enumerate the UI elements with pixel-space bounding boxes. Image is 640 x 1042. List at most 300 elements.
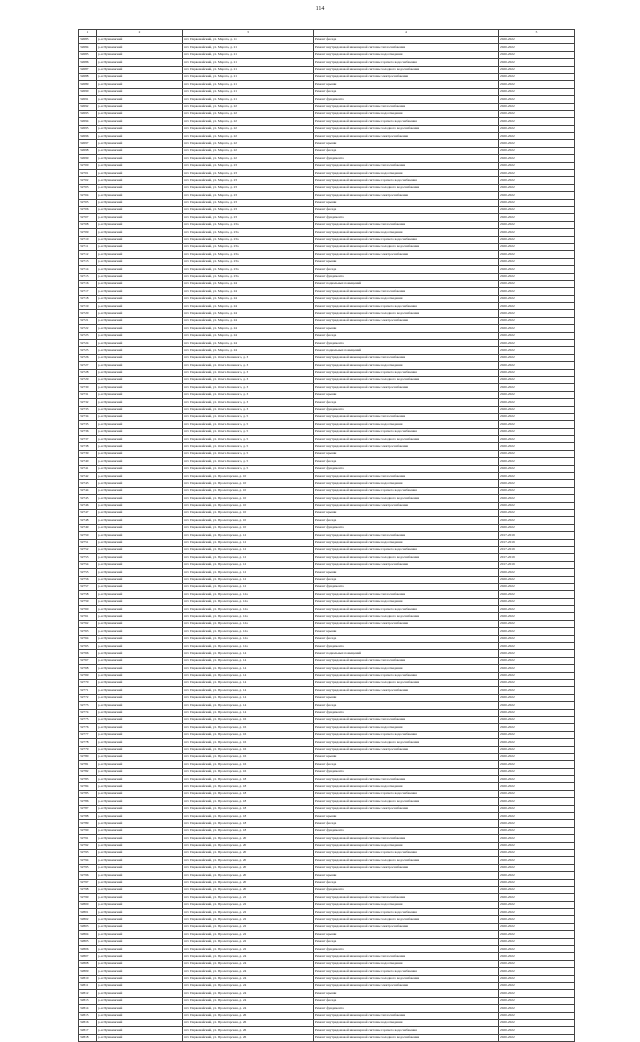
row-number-cell: 32802 <box>79 916 97 923</box>
period-cell: 2020-2022 <box>499 465 575 472</box>
address-cell: пгт. Первомайский, ул. Пролетарская, д. 20 <box>183 879 314 886</box>
table-row <box>79 376 575 383</box>
period-cell: 2020-2022 <box>499 443 575 450</box>
row-number-cell: 32757 <box>79 583 97 590</box>
period-cell: 2020-2022 <box>499 524 575 531</box>
row-number-cell: 32692 <box>79 103 97 110</box>
table-row <box>79 206 575 213</box>
table-row <box>79 37 575 44</box>
period-cell: 2020-2022 <box>499 1005 575 1012</box>
address-cell: пгт. Первомайский, ул. Олега Кошевого, д. 5 <box>183 428 314 435</box>
district-cell: р-н Пушкинский <box>97 133 183 140</box>
district-cell: р-н Пушкинский <box>97 184 183 191</box>
work-type-cell: Ремонт фундамента <box>314 465 499 472</box>
row-number-cell: 32701 <box>79 170 97 177</box>
row-number-cell: 32729 <box>79 376 97 383</box>
table-row <box>79 620 575 627</box>
period-cell: 2020-2022 <box>499 170 575 177</box>
district-cell: р-н Пушкинский <box>97 997 183 1004</box>
address-cell: пгт. Первомайский, ул. Пролетарская, д. 10 <box>183 480 314 487</box>
work-type-cell: Ремонт фасада <box>314 206 499 213</box>
table-row <box>79 628 575 635</box>
address-cell: пгт. Первомайский, ул. Марата, д. 23а <box>183 236 314 243</box>
address-cell: пгт. Первомайский, ул. Пролетарская, д. 12а <box>183 635 314 642</box>
table-header-row <box>79 30 575 37</box>
address-cell: пгт. Первомайский, ул. Марата, д. 24 <box>183 303 314 310</box>
district-cell: р-н Пушкинский <box>97 443 183 450</box>
district-cell: р-н Пушкинский <box>97 546 183 553</box>
district-cell: р-н Пушкинский <box>97 598 183 605</box>
period-cell: 2020-2022 <box>499 214 575 221</box>
district-cell: р-н Пушкинский <box>97 820 183 827</box>
work-type-cell: Ремонт фасада <box>314 997 499 1004</box>
address-cell: пгт. Первомайский, ул. Олега Кошевого, д. 5 <box>183 413 314 420</box>
work-type-cell: Ремонт крыши <box>314 510 499 517</box>
period-cell: 2020-2022 <box>499 820 575 827</box>
address-cell: пгт. Первомайский, ул. Пролетарская, д. 20 <box>183 842 314 849</box>
district-cell: р-н Пушкинский <box>97 872 183 879</box>
work-type-cell: Ремонт внутридомовой инженерной системы горячего водоснабжения <box>314 968 499 975</box>
row-number-cell: 32696 <box>79 133 97 140</box>
work-type-cell: Ремонт фасада <box>314 37 499 44</box>
row-number-cell: 32726 <box>79 354 97 361</box>
address-cell: пгт. Первомайский, ул. Марата, д. 11 <box>183 37 314 44</box>
district-cell: р-н Пушкинский <box>97 517 183 524</box>
address-cell: пгт. Первомайский, ул. Пролетарская, д. 18 <box>183 813 314 820</box>
work-type-cell: Ремонт фасада <box>314 332 499 339</box>
period-cell: 2020-2022 <box>499 960 575 967</box>
address-cell: пгт. Первомайский, ул. Пролетарская, д. 26 <box>183 1027 314 1034</box>
address-cell: пгт. Первомайский, ул. Пролетарская, д. 20 <box>183 872 314 879</box>
work-type-cell: Ремонт внутридомовой инженерной системы холодного водоснабжения <box>314 1034 499 1041</box>
period-cell: 2020-2022 <box>499 1027 575 1034</box>
work-type-cell: Ремонт подвальных помещений <box>314 650 499 657</box>
period-cell: 2020-2022 <box>499 192 575 199</box>
address-cell: пгт. Первомайский, ул. Пролетарская, д. 12 <box>183 569 314 576</box>
district-cell: р-н Пушкинский <box>97 236 183 243</box>
period-cell: 2020-2022 <box>499 436 575 443</box>
table-row <box>79 968 575 975</box>
table-row <box>79 229 575 236</box>
address-cell: пгт. Первомайский, ул. Олега Кошевого, д. 3 <box>183 391 314 398</box>
district-cell: р-н Пушкинский <box>97 650 183 657</box>
work-type-cell: Ремонт внутридомовой инженерной системы холодного водоснабжения <box>314 495 499 502</box>
period-cell: 2020-2022 <box>499 303 575 310</box>
district-cell: р-н Пушкинский <box>97 842 183 849</box>
address-cell: пгт. Первомайский, ул. Пролетарская, д. 22 <box>183 909 314 916</box>
table-row <box>79 716 575 723</box>
work-type-cell: Ремонт внутридомовой инженерной системы холодного водоснабжения <box>314 798 499 805</box>
district-cell: р-н Пушкинский <box>97 813 183 820</box>
period-cell: 2020-2022 <box>499 643 575 650</box>
district-cell: р-н Пушкинский <box>97 51 183 58</box>
address-cell: пгт. Первомайский, ул. Пролетарская, д. 26 <box>183 1034 314 1041</box>
period-cell: 2020-2022 <box>499 495 575 502</box>
period-cell: 2020-2022 <box>499 916 575 923</box>
address-cell: пгт. Первомайский, ул. Пролетарская, д. 20 <box>183 849 314 856</box>
district-cell: р-н Пушкинский <box>97 206 183 213</box>
address-cell: пгт. Первомайский, ул. Олега Кошевого, д. 3 <box>183 399 314 406</box>
row-number-cell: 32815 <box>79 1012 97 1019</box>
district-cell: р-н Пушкинский <box>97 340 183 347</box>
table-row <box>79 864 575 871</box>
district-cell: р-н Пушкинский <box>97 125 183 132</box>
period-cell: 2020-2022 <box>499 569 575 576</box>
work-type-cell: Ремонт внутридомовой инженерной системы холодного водоснабжения <box>314 66 499 73</box>
table-row <box>79 118 575 125</box>
period-cell: 2020-2022 <box>499 879 575 886</box>
row-number-cell: 32708 <box>79 221 97 228</box>
district-cell: р-н Пушкинский <box>97 399 183 406</box>
work-type-cell: Ремонт внутридомовой инженерной системы горячего водоснабжения <box>314 428 499 435</box>
address-cell: пгт. Первомайский, ул. Пролетарская, д. 12а <box>183 643 314 650</box>
district-cell: р-н Пушкинский <box>97 162 183 169</box>
page-number: 114 <box>315 6 325 12</box>
table-row <box>79 665 575 672</box>
work-type-cell: Ремонт внутридомовой инженерной системы горячего водоснабжения <box>314 303 499 310</box>
address-cell: пгт. Первомайский, ул. Пролетарская, д. 12 <box>183 539 314 546</box>
table-row <box>79 746 575 753</box>
table-row <box>79 133 575 140</box>
row-number-cell: 32753 <box>79 554 97 561</box>
period-cell: 2020-2022 <box>499 835 575 842</box>
table-row <box>79 672 575 679</box>
district-cell: р-н Пушкинский <box>97 192 183 199</box>
row-number-cell: 32809 <box>79 968 97 975</box>
table-row <box>79 731 575 738</box>
work-type-cell: Ремонт фасада <box>314 147 499 154</box>
district-cell: р-н Пушкинский <box>97 975 183 982</box>
work-type-cell: Ремонт внутридомовой инженерной системы электроснабжения <box>314 923 499 930</box>
address-cell: пгт. Первомайский, ул. Олега Кошевого, д. 3 <box>183 362 314 369</box>
address-cell: пгт. Первомайский, ул. Пролетарская, д. 18 <box>183 776 314 783</box>
work-type-cell: Ремонт внутридомовой инженерной системы водоотведения <box>314 665 499 672</box>
work-type-cell: Ремонт фасада <box>314 820 499 827</box>
work-type-cell: Ремонт внутридомовой инженерной системы водоотведения <box>314 229 499 236</box>
district-cell: р-н Пушкинский <box>97 746 183 753</box>
address-cell: пгт. Первомайский, ул. Марата, д. 24 <box>183 332 314 339</box>
district-cell: р-н Пушкинский <box>97 310 183 317</box>
address-cell: пгт. Первомайский, ул. Марата, д. 22 <box>183 110 314 117</box>
period-cell: 2017-2019 <box>499 561 575 568</box>
row-number-cell: 32684 <box>79 44 97 51</box>
period-cell: 2020-2022 <box>499 88 575 95</box>
row-number-cell: 32732 <box>79 399 97 406</box>
address-cell: пгт. Первомайский, ул. Пролетарская, д. 14 <box>183 702 314 709</box>
row-number-cell: 32817 <box>79 1027 97 1034</box>
work-type-cell: Ремонт фасада <box>314 761 499 768</box>
period-cell: 2020-2022 <box>499 413 575 420</box>
row-number-cell: 32690 <box>79 88 97 95</box>
work-type-cell: Ремонт фундамента <box>314 1005 499 1012</box>
district-cell: р-н Пушкинский <box>97 532 183 539</box>
address-cell: пгт. Первомайский, ул. Пролетарская, д. 22 <box>183 946 314 953</box>
table-row <box>79 583 575 590</box>
table-row <box>79 399 575 406</box>
table-row <box>79 436 575 443</box>
row-number-cell: 32774 <box>79 709 97 716</box>
address-cell: пгт. Первомайский, ул. Пролетарская, д. 18 <box>183 805 314 812</box>
work-type-cell: Ремонт внутридомовой инженерной системы горячего водоснабжения <box>314 118 499 125</box>
table-row <box>79 946 575 953</box>
district-cell: р-н Пушкинский <box>97 768 183 775</box>
table-row <box>79 872 575 879</box>
period-cell: 2020-2022 <box>499 340 575 347</box>
header-cell: 4 <box>314 30 499 37</box>
district-cell: р-н Пушкинский <box>97 709 183 716</box>
period-cell: 2020-2022 <box>499 480 575 487</box>
table-row <box>79 51 575 58</box>
period-cell: 2020-2022 <box>499 576 575 583</box>
district-cell: р-н Пушкинский <box>97 458 183 465</box>
period-cell: 2020-2022 <box>499 657 575 664</box>
table-row <box>79 813 575 820</box>
row-number-cell: 32745 <box>79 495 97 502</box>
row-number-cell: 32771 <box>79 687 97 694</box>
district-cell: р-н Пушкинский <box>97 657 183 664</box>
work-type-cell: Ремонт внутридомовой инженерной системы горячего водоснабжения <box>314 672 499 679</box>
district-cell: р-н Пушкинский <box>97 465 183 472</box>
period-cell: 2020-2022 <box>499 768 575 775</box>
work-type-cell: Ремонт фундамента <box>314 709 499 716</box>
table-row <box>79 650 575 657</box>
period-cell: 2020-2022 <box>499 679 575 686</box>
row-number-cell: 32785 <box>79 790 97 797</box>
row-number-cell: 32764 <box>79 635 97 642</box>
work-type-cell: Ремонт фундамента <box>314 946 499 953</box>
period-cell: 2020-2022 <box>499 362 575 369</box>
address-cell: пгт. Первомайский, ул. Пролетарская, д. 14 <box>183 650 314 657</box>
address-cell: пгт. Первомайский, ул. Пролетарская, д. 12а <box>183 606 314 613</box>
work-type-cell: Ремонт внутридомовой инженерной системы холодного водоснабжения <box>314 857 499 864</box>
period-cell: 2020-2022 <box>499 184 575 191</box>
work-type-cell: Ремонт внутридомовой инженерной системы холодного водоснабжения <box>314 243 499 250</box>
address-cell: пгт. Первомайский, ул. Пролетарская, д. 10 <box>183 473 314 480</box>
table-row <box>79 303 575 310</box>
period-cell: 2020-2022 <box>499 783 575 790</box>
table-row <box>79 510 575 517</box>
district-cell: р-н Пушкинский <box>97 894 183 901</box>
district-cell: р-н Пушкинский <box>97 790 183 797</box>
period-cell: 2020-2022 <box>499 295 575 302</box>
period-cell: 2020-2022 <box>499 598 575 605</box>
address-cell: пгт. Первомайский, ул. Марата, д. 23 <box>183 199 314 206</box>
address-cell: пгт. Первомайский, ул. Марата, д. 21 <box>183 73 314 80</box>
address-cell: пгт. Первомайский, ул. Пролетарская, д. 24 <box>183 968 314 975</box>
period-cell: 2020-2022 <box>499 37 575 44</box>
table-row <box>79 753 575 760</box>
district-cell: р-н Пушкинский <box>97 221 183 228</box>
table-row <box>79 288 575 295</box>
district-cell: р-н Пушкинский <box>97 325 183 332</box>
table-row <box>79 546 575 553</box>
district-cell: р-н Пушкинский <box>97 421 183 428</box>
address-cell: пгт. Первомайский, ул. Марата, д. 23а <box>183 258 314 265</box>
row-number-cell: 32697 <box>79 140 97 147</box>
address-cell: пгт. Первомайский, ул. Марата, д. 21 <box>183 59 314 66</box>
row-number-cell: 32773 <box>79 702 97 709</box>
table-row <box>79 332 575 339</box>
row-number-cell: 32792 <box>79 842 97 849</box>
district-cell: р-н Пушкинский <box>97 480 183 487</box>
period-cell: 2020-2022 <box>499 125 575 132</box>
row-number-cell: 32818 <box>79 1034 97 1041</box>
row-number-cell: 32683 <box>79 37 97 44</box>
work-type-cell: Ремонт внутридомовой инженерной системы холодного водоснабжения <box>314 679 499 686</box>
work-type-cell: Ремонт фасада <box>314 576 499 583</box>
district-cell: р-н Пушкинский <box>97 687 183 694</box>
work-type-cell: Ремонт крыши <box>314 694 499 701</box>
district-cell: р-н Пушкинский <box>97 938 183 945</box>
district-cell: р-н Пушкинский <box>97 539 183 546</box>
row-number-cell: 32808 <box>79 960 97 967</box>
work-type-cell: Ремонт фундамента <box>314 768 499 775</box>
work-type-cell: Ремонт фасада <box>314 702 499 709</box>
row-number-cell: 32717 <box>79 288 97 295</box>
period-cell: 2020-2022 <box>499 864 575 871</box>
address-cell: пгт. Первомайский, ул. Марата, д. 24 <box>183 347 314 354</box>
work-type-cell: Ремонт внутридомовой инженерной системы электроснабжения <box>314 746 499 753</box>
work-type-cell: Ремонт внутридомовой инженерной системы водоотведения <box>314 724 499 731</box>
table-row <box>79 310 575 317</box>
table-row <box>79 894 575 901</box>
table-row <box>79 539 575 546</box>
row-number-cell: 32811 <box>79 983 97 990</box>
address-cell: пгт. Первомайский, ул. Марата, д. 23а <box>183 229 314 236</box>
row-number-cell: 32704 <box>79 192 97 199</box>
address-cell: пгт. Первомайский, ул. Пролетарская, д. 20 <box>183 835 314 842</box>
period-cell: 2020-2022 <box>499 650 575 657</box>
row-number-cell: 32743 <box>79 480 97 487</box>
table-row <box>79 576 575 583</box>
address-cell: пгт. Первомайский, ул. Пролетарская, д. 14 <box>183 687 314 694</box>
work-type-cell: Ремонт крыши <box>314 325 499 332</box>
table-row <box>79 236 575 243</box>
address-cell: пгт. Первомайский, ул. Марата, д. 21 <box>183 96 314 103</box>
period-cell: 2020-2022 <box>499 628 575 635</box>
district-cell: р-н Пушкинский <box>97 931 183 938</box>
work-type-cell: Ремонт внутридомовой инженерной системы электроснабжения <box>314 864 499 871</box>
district-cell: р-н Пушкинский <box>97 694 183 701</box>
work-type-cell: Ремонт внутридомовой инженерной системы водоотведения <box>314 598 499 605</box>
table-row <box>79 702 575 709</box>
table-row <box>79 96 575 103</box>
period-cell: 2020-2022 <box>499 739 575 746</box>
period-cell: 2020-2022 <box>499 724 575 731</box>
address-cell: пгт. Первомайский, ул. Марата, д. 22 <box>183 140 314 147</box>
work-type-cell: Ремонт внутридомовой инженерной системы теплоснабжения <box>314 953 499 960</box>
row-number-cell: 32705 <box>79 199 97 206</box>
address-cell: пгт. Первомайский, ул. Марата, д. 22 <box>183 118 314 125</box>
table-row <box>79 635 575 642</box>
work-type-cell: Ремонт внутридомовой инженерной системы теплоснабжения <box>314 413 499 420</box>
work-type-cell: Ремонт фундамента <box>314 827 499 834</box>
row-number-cell: 32795 <box>79 864 97 871</box>
work-type-cell: Ремонт внутридомовой инженерной системы водоотведения <box>314 960 499 967</box>
district-cell: р-н Пушкинский <box>97 229 183 236</box>
table-row <box>79 820 575 827</box>
table-row <box>79 473 575 480</box>
district-cell: р-н Пушкинский <box>97 413 183 420</box>
table-row <box>79 694 575 701</box>
row-number-cell: 32804 <box>79 931 97 938</box>
work-type-cell: Ремонт фасада <box>314 399 499 406</box>
table-row <box>79 487 575 494</box>
row-number-cell: 32755 <box>79 569 97 576</box>
row-number-cell: 32781 <box>79 761 97 768</box>
address-cell: пгт. Первомайский, ул. Марата, д. 24 <box>183 340 314 347</box>
row-number-cell: 32716 <box>79 280 97 287</box>
work-type-cell: Ремонт внутридомовой инженерной системы горячего водоснабжения <box>314 849 499 856</box>
work-type-cell: Ремонт фасада <box>314 879 499 886</box>
table-row <box>79 569 575 576</box>
period-cell: 2020-2022 <box>499 983 575 990</box>
work-type-cell: Ремонт внутридомовой инженерной системы теплоснабжения <box>314 288 499 295</box>
work-type-cell: Ремонт внутридомовой инженерной системы горячего водоснабжения <box>314 790 499 797</box>
period-cell: 2020-2022 <box>499 133 575 140</box>
period-cell: 2020-2022 <box>499 1034 575 1041</box>
period-cell: 2020-2022 <box>499 886 575 893</box>
district-cell: р-н Пушкинский <box>97 953 183 960</box>
address-cell: пгт. Первомайский, ул. Олега Кошевого, д. 3 <box>183 369 314 376</box>
address-cell: пгт. Первомайский, ул. Олега Кошевого, д. 3 <box>183 354 314 361</box>
address-cell: пгт. Первомайский, ул. Пролетарская, д. 20 <box>183 864 314 871</box>
period-cell: 2020-2022 <box>499 849 575 856</box>
work-type-cell: Ремонт крыши <box>314 753 499 760</box>
district-cell: р-н Пушкинский <box>97 59 183 66</box>
work-type-cell: Ремонт крыши <box>314 628 499 635</box>
address-cell: пгт. Первомайский, ул. Пролетарская, д. 20 <box>183 886 314 893</box>
work-type-cell: Ремонт внутридомовой инженерной системы теплоснабжения <box>314 473 499 480</box>
table-row <box>79 554 575 561</box>
district-cell: р-н Пушкинский <box>97 266 183 273</box>
table-row <box>79 214 575 221</box>
table-row <box>79 243 575 250</box>
address-cell: пгт. Первомайский, ул. Марата, д. 23 <box>183 170 314 177</box>
row-number-cell: 32777 <box>79 731 97 738</box>
row-number-cell: 32814 <box>79 1005 97 1012</box>
district-cell: р-н Пушкинский <box>97 96 183 103</box>
row-number-cell: 32794 <box>79 857 97 864</box>
table-row <box>79 827 575 834</box>
row-number-cell: 32760 <box>79 606 97 613</box>
work-type-cell: Ремонт крыши <box>314 813 499 820</box>
district-cell: р-н Пушкинский <box>97 679 183 686</box>
table-row <box>79 73 575 80</box>
row-number-cell: 32703 <box>79 184 97 191</box>
work-type-cell: Ремонт внутридомовой инженерной системы горячего водоснабжения <box>314 177 499 184</box>
row-number-cell: 32686 <box>79 59 97 66</box>
table-row <box>79 162 575 169</box>
address-cell: пгт. Первомайский, ул. Олега Кошевого, д. 3 <box>183 384 314 391</box>
district-cell: р-н Пушкинский <box>97 273 183 280</box>
district-cell: р-н Пушкинский <box>97 946 183 953</box>
district-cell: р-н Пушкинский <box>97 731 183 738</box>
table-row <box>79 428 575 435</box>
district-cell: р-н Пушкинский <box>97 554 183 561</box>
district-cell: р-н Пушкинский <box>97 495 183 502</box>
address-cell: пгт. Первомайский, ул. Марата, д. 21 <box>183 44 314 51</box>
period-cell: 2020-2022 <box>499 332 575 339</box>
work-type-cell: Ремонт внутридомовой инженерной системы холодного водоснабжения <box>314 310 499 317</box>
table-row <box>79 938 575 945</box>
period-cell: 2020-2022 <box>499 990 575 997</box>
period-cell: 2020-2022 <box>499 458 575 465</box>
address-cell: пгт. Первомайский, ул. Олега Кошевого, д. 5 <box>183 458 314 465</box>
work-type-cell: Ремонт внутридомовой инженерной системы электроснабжения <box>314 384 499 391</box>
row-number-cell: 32803 <box>79 923 97 930</box>
row-number-cell: 32731 <box>79 391 97 398</box>
